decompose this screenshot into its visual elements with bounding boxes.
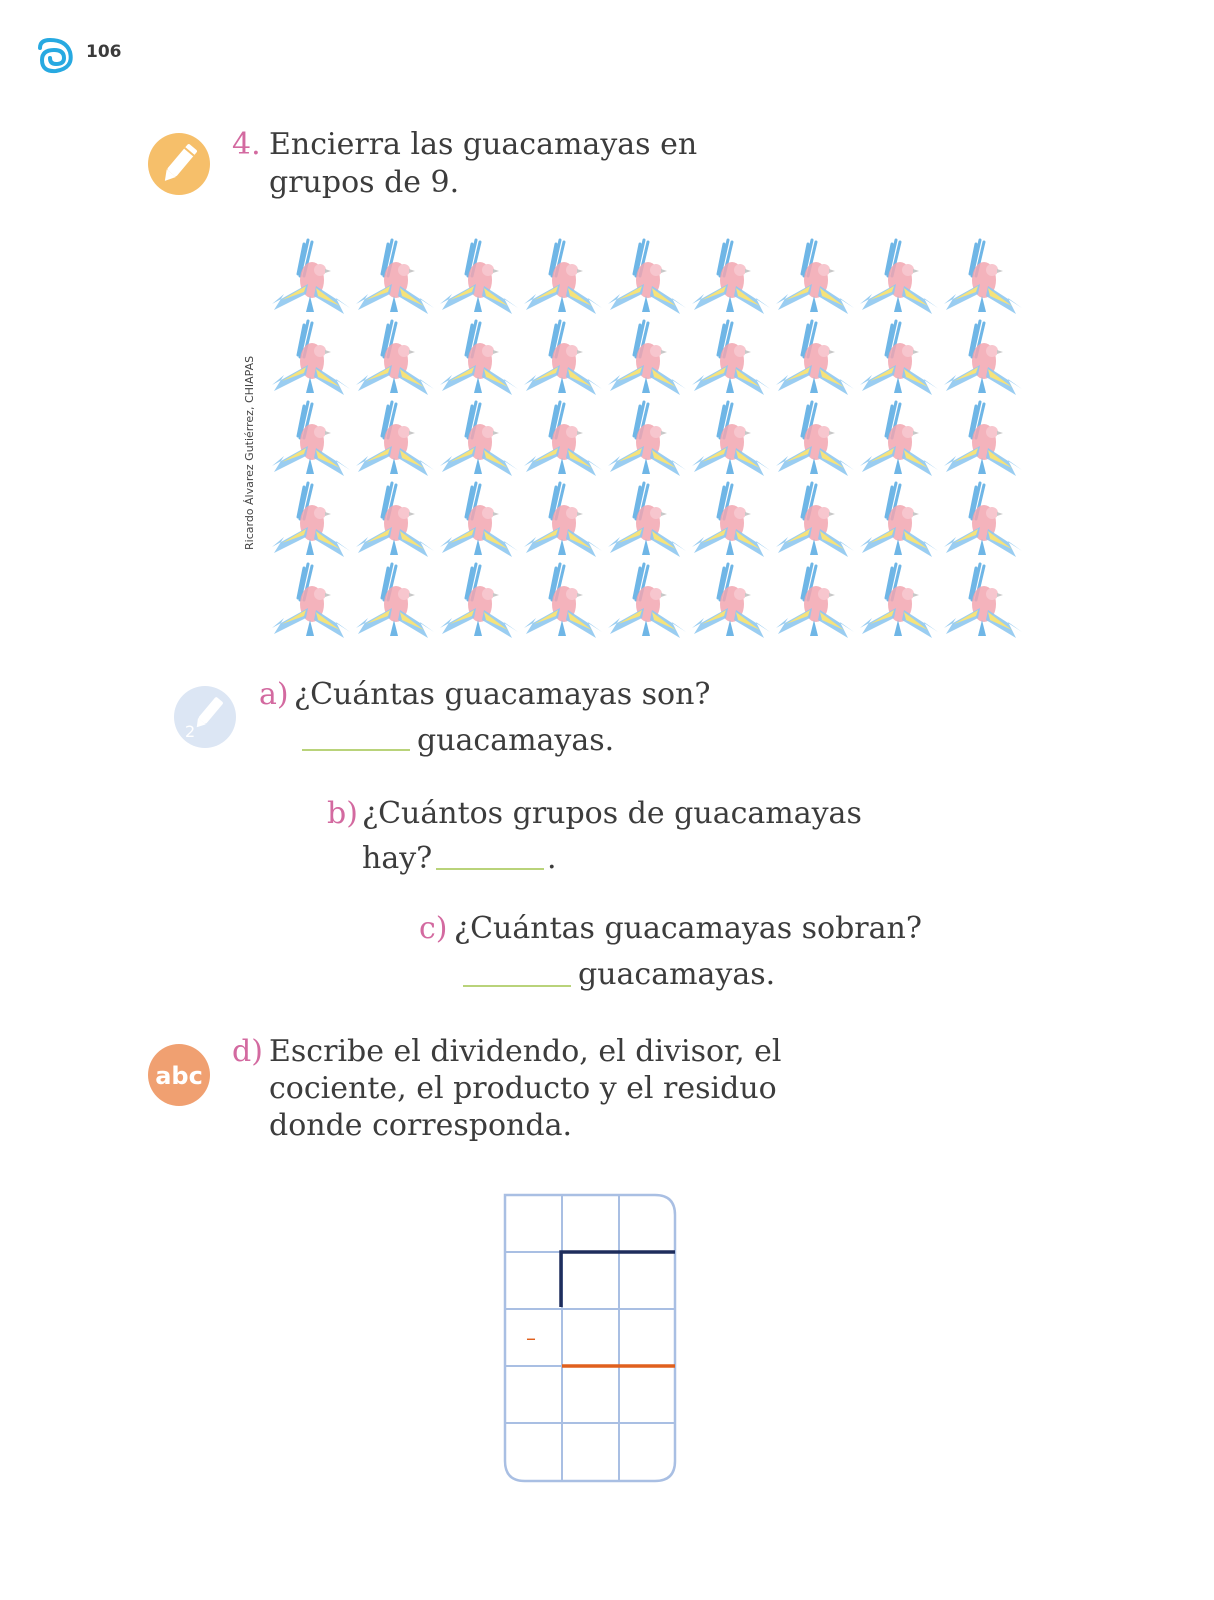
question-d-line-3: donde corresponda.: [269, 1108, 572, 1143]
macaw-icon[interactable]: [860, 483, 938, 557]
macaw-icon[interactable]: [776, 321, 854, 395]
macaw-icon[interactable]: [776, 240, 854, 314]
question-b-prefix: hay?: [362, 841, 433, 876]
macaw-icon[interactable]: [440, 564, 518, 638]
macaw-icon[interactable]: [692, 564, 770, 638]
macaw-icon[interactable]: [860, 564, 938, 638]
macaw-icon[interactable]: [440, 240, 518, 314]
macaw-icon[interactable]: [440, 483, 518, 557]
illustration-credit: Ricardo Álvarez Gutiérrez, CHIAPAS: [243, 355, 256, 550]
question-c-text: ¿Cuántas guacamayas sobran?: [454, 911, 922, 946]
macaw-icon[interactable]: [356, 240, 434, 314]
question-c-suffix: guacamayas.: [578, 957, 776, 992]
macaw-icon[interactable]: [776, 402, 854, 476]
question-a-suffix: guacamayas.: [417, 723, 615, 758]
macaw-icon[interactable]: [608, 483, 686, 557]
macaw-icon[interactable]: [944, 564, 1022, 638]
answer-blank-c[interactable]: [463, 985, 571, 987]
pencil-icon: [147, 132, 211, 196]
macaw-icon[interactable]: [524, 321, 602, 395]
answer-blank-b[interactable]: [436, 868, 544, 870]
macaw-icon[interactable]: [272, 564, 350, 638]
macaw-icon[interactable]: [356, 402, 434, 476]
answer-blank-a[interactable]: [302, 749, 410, 751]
macaw-icon[interactable]: [692, 240, 770, 314]
macaw-icon[interactable]: [440, 321, 518, 395]
macaw-icon[interactable]: [524, 483, 602, 557]
macaw-icon[interactable]: [692, 402, 770, 476]
macaw-icon[interactable]: [860, 321, 938, 395]
svg-text:2: 2: [185, 722, 196, 741]
macaw-icon[interactable]: [608, 402, 686, 476]
macaw-icon[interactable]: [860, 240, 938, 314]
macaw-icon[interactable]: [356, 483, 434, 557]
macaw-icon[interactable]: [944, 483, 1022, 557]
macaw-icon[interactable]: [944, 240, 1022, 314]
question-a-letter: a): [259, 677, 289, 712]
question-d-line-1: Escribe el dividendo, el divisor, el: [269, 1034, 782, 1069]
macaw-icon[interactable]: [272, 402, 350, 476]
question-a-text: ¿Cuántas guacamayas son?: [294, 677, 711, 712]
macaw-icon[interactable]: [944, 321, 1022, 395]
macaw-icon[interactable]: [944, 402, 1022, 476]
macaw-icon[interactable]: [272, 321, 350, 395]
macaw-icon[interactable]: [440, 402, 518, 476]
svg-text:abc: abc: [155, 1062, 203, 1090]
macaw-icon[interactable]: [776, 564, 854, 638]
macaw-icon[interactable]: [524, 564, 602, 638]
question-b-suffix: .: [547, 841, 557, 876]
question-d-letter: d): [232, 1034, 263, 1069]
question-d-line-2: cociente, el producto y el residuo: [269, 1071, 777, 1106]
macaw-icon[interactable]: [608, 240, 686, 314]
question-c-letter: c): [419, 911, 448, 946]
macaw-icon[interactable]: [692, 321, 770, 395]
division-grid[interactable]: [503, 1193, 677, 1483]
swirl-icon: [36, 38, 76, 74]
macaw-icon[interactable]: [776, 483, 854, 557]
macaw-icon[interactable]: [692, 483, 770, 557]
instruction-line-1: Encierra las guacamayas en: [269, 127, 698, 162]
question-b-text: ¿Cuántos grupos de guacamayas: [362, 796, 862, 831]
abc-icon: [147, 1043, 211, 1107]
exercise-number: 4.: [232, 127, 261, 162]
macaw-icon[interactable]: [524, 402, 602, 476]
macaw-icon[interactable]: [272, 240, 350, 314]
macaw-illustration-grid: [270, 236, 1026, 641]
page-number: 106: [86, 42, 122, 62]
macaw-icon[interactable]: [272, 483, 350, 557]
pencil-number-icon: [173, 685, 237, 749]
macaw-icon[interactable]: [524, 240, 602, 314]
minus-sign: –: [526, 1326, 536, 1350]
macaw-icon[interactable]: [860, 402, 938, 476]
question-b-letter: b): [327, 796, 358, 831]
macaw-icon[interactable]: [356, 321, 434, 395]
macaw-icon[interactable]: [608, 564, 686, 638]
macaw-icon[interactable]: [608, 321, 686, 395]
instruction-line-2: grupos de 9.: [269, 165, 460, 200]
macaw-icon[interactable]: [356, 564, 434, 638]
